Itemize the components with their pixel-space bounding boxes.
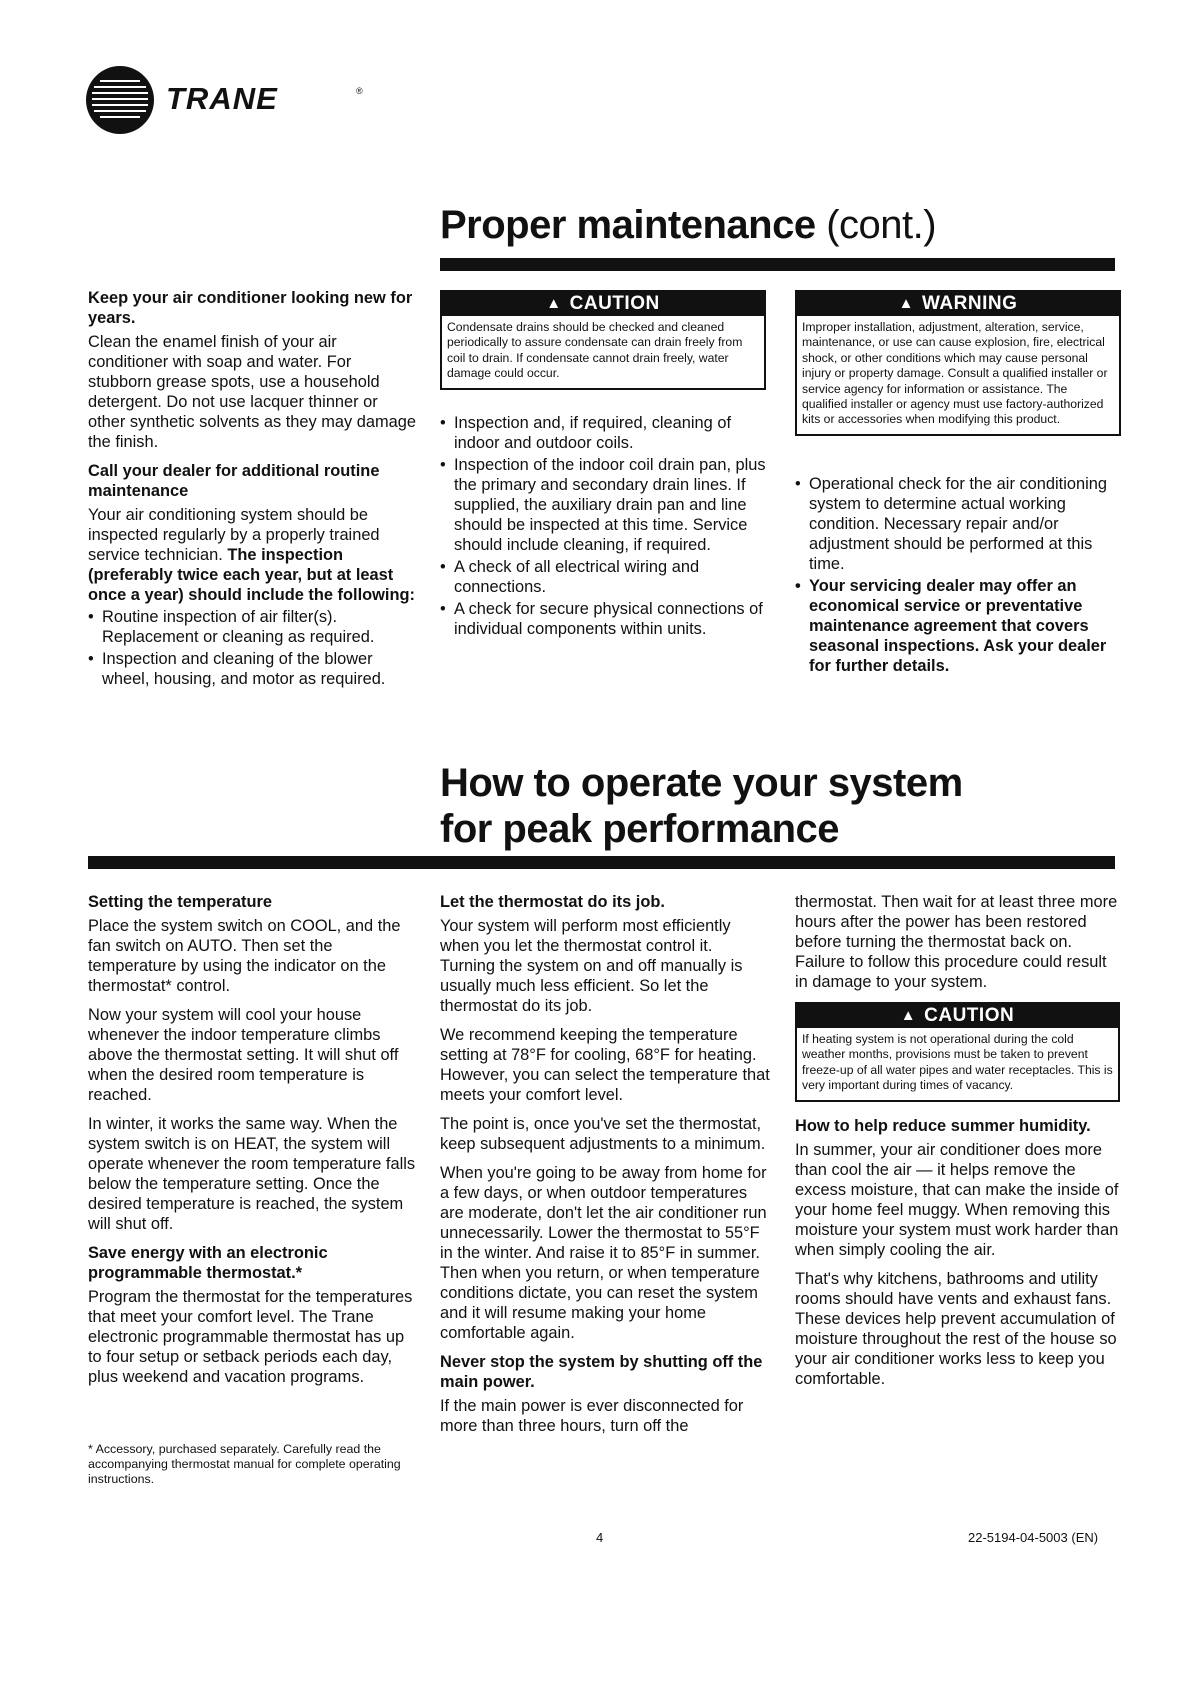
globe-icon [86, 66, 154, 134]
list-item: • Inspection and cleaning of the blower wheel, housing, and motor as required. [88, 649, 418, 689]
list-item: • A check of all electrical wiring and connections. [440, 557, 770, 597]
title-rule [88, 856, 1115, 869]
operate-left-column [88, 892, 418, 1396]
trane-logo [86, 66, 363, 136]
list-item: • Operational check for the air conditioning system to determine actual working condition. Necessary repair and/or adjustment should be performed at this time. [795, 474, 1120, 574]
paragraph: Now your system will cool your house whenever the indoor temperature climbs above the thermostat setting. It will shut off when the desired room temperature is reached. [88, 1006, 399, 1104]
warning-triangle-icon: ▲ [898, 295, 915, 312]
paragraph: Your air conditioning system should be inspected regularly by a properly trained service technician. The inspection (preferably twice each year, but at least once a year) should include the following: [88, 506, 415, 604]
paragraph: thermostat. Then wait for at least three more hours after the power has been restored before turning the thermostat back on. Failure to follow this procedure could result in damage to your system. [795, 893, 1118, 991]
maintenance-right-column [795, 474, 1120, 684]
paragraph: In summer, your air conditioner does more than cool the air — it helps remove the excess moisture, that can make the inside of your home feel muggy. When removing this moisture your system must work harder than when simply cooling the air. [795, 1140, 1119, 1259]
paragraph: Your system will perform most efficiently when you let the thermostat control it. Turning the system on and off manually is usually much less efficient. So let the thermostat do its job. [440, 917, 743, 1015]
section-title-operate [440, 760, 1140, 852]
subheading: Let the thermostat do its job. [440, 893, 665, 911]
paragraph: If the main power is ever disconnected for more than three hours, turn off the [440, 1397, 744, 1435]
list-item: • Inspection of the indoor coil drain pan, plus the primary and secondary drain lines. If supplied, the auxiliary drain pan and line should be inspected at this time. Service should include cleaning, if required. [440, 455, 770, 555]
caution-header: ▲ CAUTION [442, 292, 764, 316]
list-item: • Your servicing dealer may offer an economical service or preventative maintenance agreement that covers seasonal inspections. Ask your dealer for further details. [795, 576, 1120, 676]
warning-triangle-icon: ▲ [900, 1007, 917, 1024]
list-item: • A check for secure physical connections of individual components within units. [440, 599, 770, 639]
operate-right-column [795, 892, 1120, 1398]
title-rule [440, 258, 1115, 271]
subheading: Keep your air conditioner looking new for years. [88, 289, 413, 327]
list-item: • Routine inspection of air filter(s). Replacement or cleaning as required. [88, 607, 418, 647]
title-line: How to operate your system [440, 761, 963, 805]
warning-text: Improper installation, adjustment, alteration, service, maintenance, or use can cause explosion, fire, electrical shock, or other conditions which may cause personal injury or property damage. Consult a qualified installer or service agency for information or assistance. The qualified installer or agency must use factory-authorized kits or accessories when modifying this product. [802, 320, 1108, 427]
footnote [88, 1442, 418, 1487]
title-light: (cont.) [826, 203, 937, 247]
maintenance-middle-column [440, 413, 770, 647]
operate-middle-column [440, 892, 770, 1445]
title-bold: Proper maintenance [440, 203, 816, 247]
paragraph: We recommend keeping the temperature setting at 78°F for cooling, 68°F for heating. However, you can select the temperature that meets your comfort level. [440, 1026, 770, 1104]
paragraph: In winter, it works the same way. When the system switch is on HEAT, the system will operate whenever the room temperature falls below the temperature setting. Once the desired temperature is reached, the system will shut off. [88, 1115, 416, 1233]
subheading: Save energy with an electronic programmable thermostat.* [88, 1244, 328, 1282]
paragraph: Program the thermostat for the temperatures that meet your comfort level. The Trane electronic programmable thermostat has up to four setup or setback periods each day, plus weekend and vacation programs. [88, 1288, 413, 1386]
paragraph: Place the system switch on COOL, and the fan switch on AUTO. Then set the temperature by using the indicator on the thermostat* control. [88, 917, 401, 995]
subheading: How to help reduce summer humidity. [795, 1116, 1091, 1135]
title-line: for peak performance [440, 807, 840, 851]
caution-text: Condensate drains should be checked and cleaned periodically to assure condensate can drain freely from coil to drain. If condensate cannot drain freely, water damage could occur. [447, 320, 743, 381]
footnote-text: Accessory, purchased separately. Carefully read the accompanying thermostat manual for complete operating instructions. [88, 1442, 401, 1486]
footnote-mark: * [88, 1442, 93, 1456]
caution-text: If heating system is not operational during the cold weather months, provisions must be taken to prevent freeze-up of all water pipes and water receptacles. This is very important during times of vacancy. [802, 1032, 1113, 1093]
caution-header: ▲ CAUTION [797, 1004, 1118, 1028]
paragraph: When you're going to be away from home for a few days, or when outdoor temperatures are moderate, don't let the air conditioner run unnecessarily. Lower the thermostat to 55°F in the winter. And raise it to 85°F in summer. Then when you return, or when temperature conditions dictate, you can reset the system and it will resume making your home comfortable again. [440, 1164, 767, 1342]
subheading: Never stop the system by shutting off the main power. [440, 1353, 763, 1391]
maintenance-left-column [88, 288, 418, 697]
caution-box [795, 1002, 1120, 1102]
warning-box [795, 290, 1121, 436]
document-number: 22-5194-04-5003 (EN) [968, 1530, 1099, 1545]
paragraph: Clean the enamel finish of your air conditioner with soap and water. For stubborn grease spots, use a household detergent. Do not use lacquer thinner or other synthetic solvents as they may damage the finish. [88, 333, 416, 451]
subheading: Call your dealer for additional routine maintenance [88, 462, 380, 500]
bullet-list [88, 607, 418, 689]
caution-box [440, 290, 766, 390]
registered-mark: ® [356, 86, 363, 96]
paragraph: That's why kitchens, bathrooms and utility rooms should have vents and exhaust fans. These devices help prevent accumulation of moisture throughout the rest of the house so your air conditioner works less to keep you comfortable. [795, 1269, 1117, 1388]
bullet-list [440, 413, 770, 639]
warning-triangle-icon: ▲ [546, 295, 562, 312]
bullet-list [795, 474, 1120, 676]
subheading: Setting the temperature [88, 893, 272, 911]
section-title-maintenance [440, 202, 1140, 248]
paragraph: The point is, once you've set the thermostat, keep subsequent adjustments to a minimum. [440, 1115, 766, 1153]
brand-name: TRANE [166, 81, 278, 116]
page-number: 4 [596, 1530, 604, 1545]
list-item: • Inspection and, if required, cleaning of indoor and outdoor coils. [440, 413, 770, 453]
warning-header: ▲ WARNING [797, 292, 1119, 316]
